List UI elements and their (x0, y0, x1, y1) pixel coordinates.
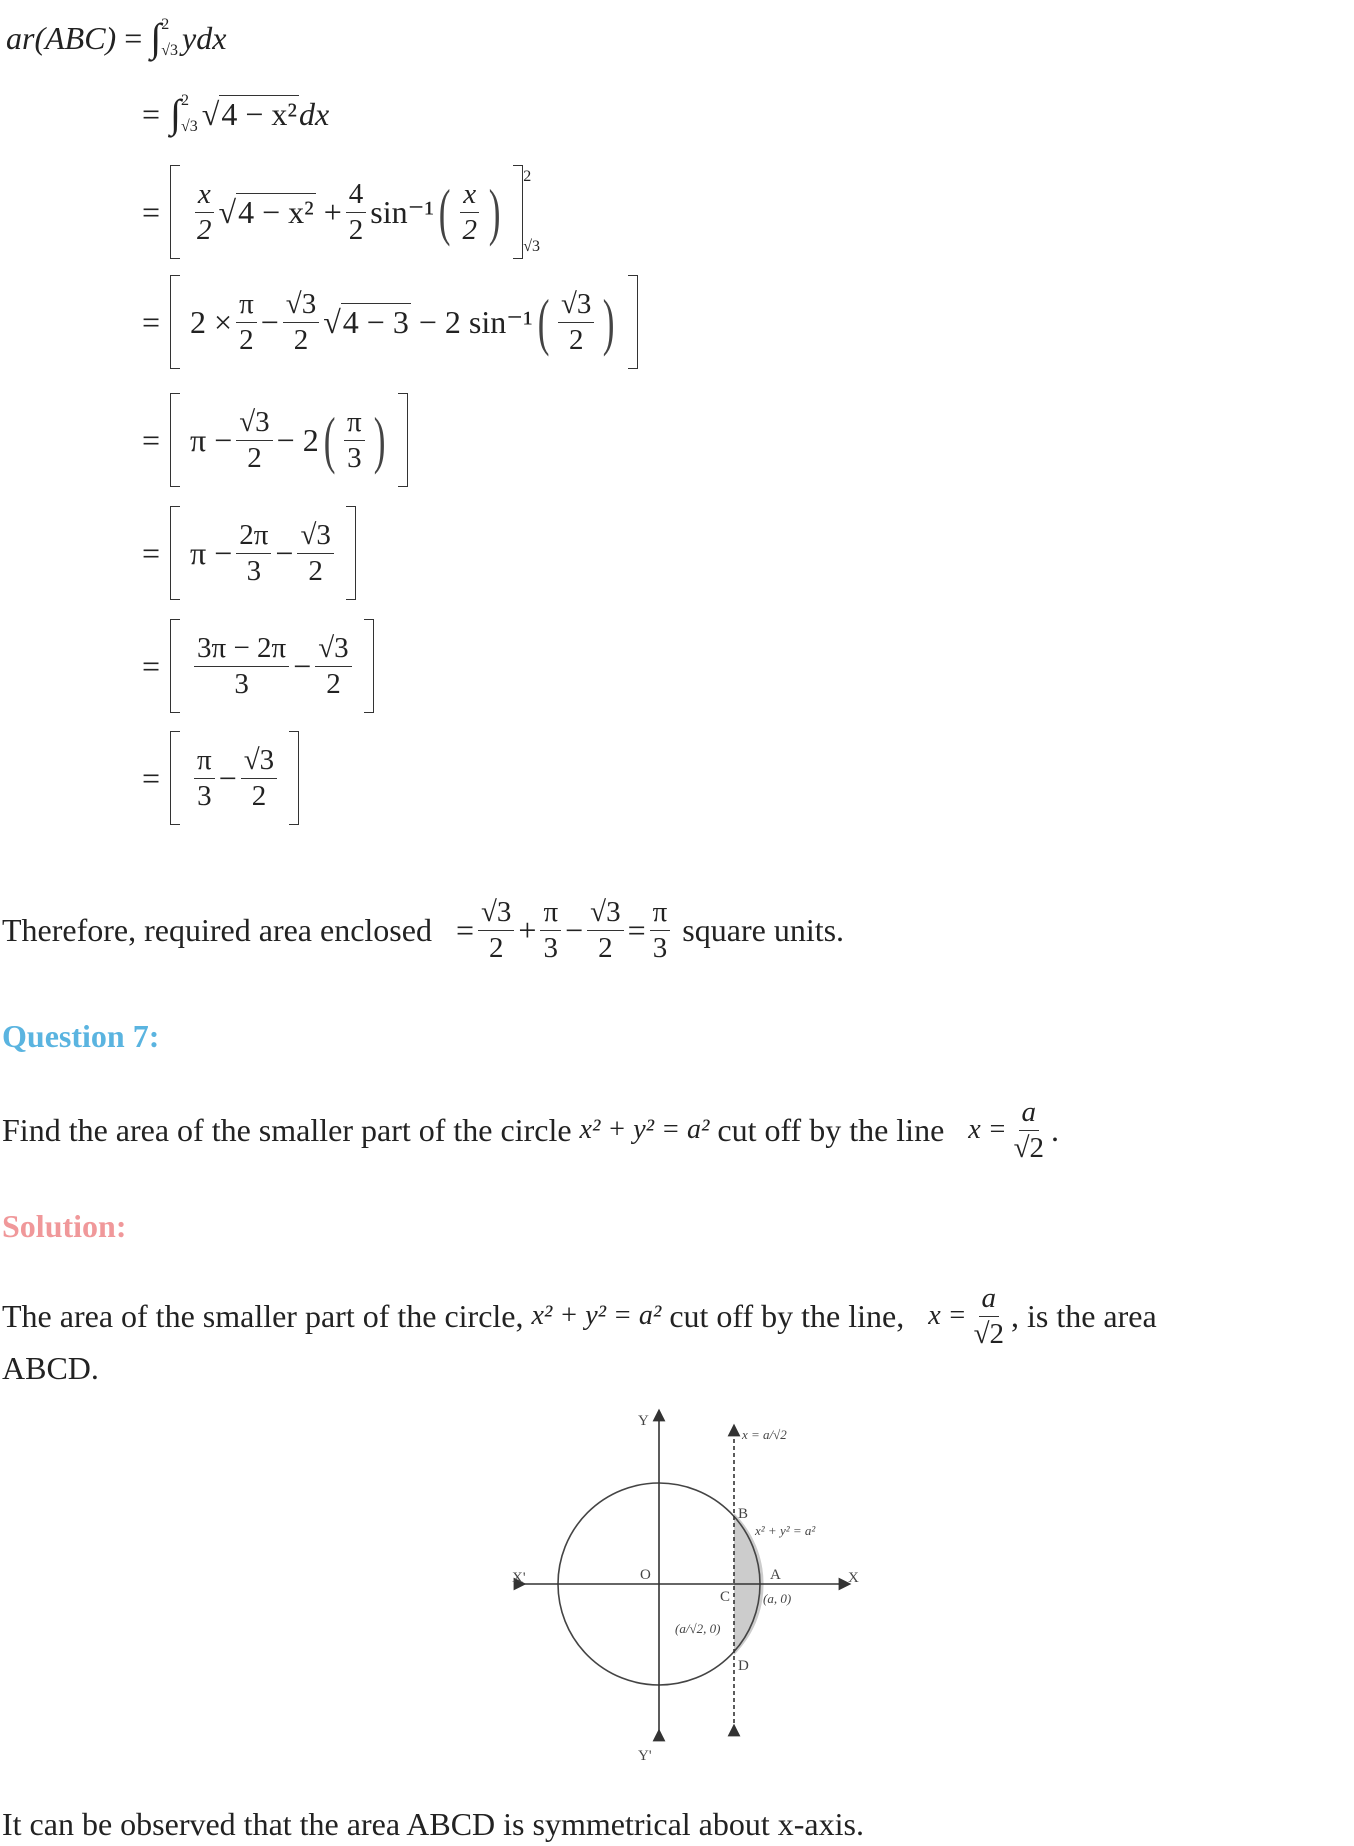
line-lhs: x = (928, 1300, 967, 1331)
minus: − (293, 647, 312, 684)
paren: ) (603, 286, 615, 357)
fraction (283, 287, 319, 358)
left-bracket (170, 506, 180, 600)
fraction (236, 405, 272, 476)
label-a: A (770, 1567, 781, 1583)
fraction (236, 518, 271, 589)
fraction (558, 287, 594, 358)
denominator: 3 (234, 667, 249, 700)
equals: = (124, 19, 143, 56)
denominator: √2 (973, 1317, 1004, 1350)
denominator: 2 (308, 554, 323, 587)
fraction (194, 631, 289, 702)
text: Therefore, required area enclosed (2, 911, 432, 948)
paren: ( (438, 176, 451, 247)
numerator: a (979, 1281, 1000, 1317)
limits (181, 88, 198, 139)
numerator: π (540, 895, 561, 931)
right-bracket (628, 275, 638, 369)
numerator: √3 (297, 518, 333, 554)
fraction (236, 287, 257, 358)
math-line-4: = 2 × $\frac{\pi}{2}$ − $\frac{√3}{2}$ √ 4 − 3 − 2 sin⁻¹ ( $\frac{√3}{2}$ ) (142, 272, 638, 372)
lower-limit: √3 (181, 118, 198, 135)
label-line: x = a/√2 (742, 1427, 787, 1442)
text: cut off by the line (717, 1111, 945, 1148)
denominator: 3 (543, 931, 559, 964)
term: − 2 (276, 421, 319, 458)
numerator: √3 (283, 287, 319, 323)
term: π − (190, 421, 233, 458)
text: , is the area (1010, 1297, 1157, 1334)
units: square units. (682, 911, 845, 948)
numerator: √3 (587, 895, 623, 931)
closing-text: It can be observed that the area ABCD is symmetrical about x-axis. (2, 1806, 864, 1842)
math-line-8 (142, 730, 299, 826)
fraction (478, 895, 514, 966)
denominator: 2 (462, 213, 477, 246)
fraction (344, 405, 365, 476)
right-bracket (346, 506, 356, 600)
denominator: 2 (326, 667, 341, 700)
fraction (297, 518, 333, 589)
numerator: √3 (478, 895, 514, 931)
radicand: 4 − 3 (342, 304, 409, 340)
math-line-1 (6, 10, 226, 66)
paren: ) (488, 176, 501, 247)
minus: − (275, 534, 294, 571)
text: Find the area of the smaller part of the circle (2, 1111, 572, 1148)
conclusion-line (2, 880, 844, 980)
denominator: 3 (246, 554, 262, 587)
label-x: X (848, 1570, 859, 1586)
denominator: √2 (1013, 1131, 1045, 1164)
paren: ) (373, 404, 386, 475)
math-line-2: = ∫ 2 √3 √ 4 − x² dx (142, 86, 329, 142)
limits (523, 164, 540, 260)
denominator: 3 (197, 779, 212, 812)
lower-limit: √3 (523, 238, 541, 256)
numerator: a (1019, 1095, 1040, 1131)
equals: = (142, 534, 161, 571)
numerator: π (236, 287, 257, 323)
paren: ( (323, 404, 336, 475)
numerator: x (460, 177, 479, 213)
plus: + (518, 911, 537, 948)
plus: + (323, 193, 342, 230)
upper-limit: 2 (161, 16, 170, 34)
minus: − (260, 303, 279, 340)
upper-limit: 2 (523, 168, 532, 185)
numerator: 4 (346, 177, 367, 213)
label-circle: x² + y² = a² (755, 1523, 816, 1538)
circle-equation: x² + y² = a² (579, 1114, 710, 1145)
equals: = (455, 911, 474, 948)
right-bracket (513, 165, 523, 259)
label-b: B (738, 1506, 749, 1522)
numerator: 2π (236, 518, 271, 554)
minus: − (565, 911, 584, 948)
circle-equation: x² + y² = a² (531, 1300, 662, 1331)
question-heading: Question 7: (2, 1018, 160, 1054)
right-bracket (289, 731, 299, 825)
upper-limit: 2 (181, 92, 190, 110)
equals: = (142, 421, 161, 458)
right-bracket (364, 619, 374, 713)
denominator: 2 (598, 931, 613, 964)
numerator: π (194, 743, 215, 779)
numerator: √3 (558, 287, 594, 323)
equals: = (142, 647, 161, 684)
limits (161, 12, 178, 63)
integral-sign: ∫ (170, 91, 182, 136)
lhs: ar(ABC) (6, 19, 117, 56)
left-bracket (170, 393, 180, 487)
fraction (315, 631, 351, 702)
minus: − (218, 759, 237, 796)
fraction (971, 1281, 1007, 1352)
equals: = (142, 303, 161, 340)
denominator: 2 (348, 213, 364, 246)
label-x-prime: X' (512, 1570, 526, 1586)
integrand: ydx (182, 19, 227, 56)
fraction (346, 177, 367, 248)
numerator: √3 (236, 405, 272, 441)
term: π − (190, 534, 233, 571)
left-bracket (170, 165, 180, 259)
text: cut off by the line, (669, 1297, 905, 1334)
label-o: O (640, 1567, 651, 1583)
left-bracket (170, 619, 180, 713)
arcsin: sin⁻¹ (370, 194, 435, 230)
lower-limit: √3 (161, 42, 178, 59)
left-bracket (170, 731, 180, 825)
paren: ( (537, 286, 550, 357)
denominator: 2 (197, 213, 212, 246)
solution-text (2, 1266, 1157, 1366)
numerator: π (650, 895, 671, 931)
denominator: 2 (247, 441, 262, 474)
equals: = (142, 759, 161, 796)
radicand: 4 − x² (221, 96, 297, 132)
math-line-5 (142, 392, 408, 488)
math-line-3: = $\frac{x}{2}$ √ 4 − x² + $\frac{4}{2}$ sin⁻¹ ( $\frac{x}{2}$ ) 2 √3 (142, 164, 544, 260)
fraction (459, 177, 480, 248)
denominator: 3 (347, 441, 362, 474)
equals: = (142, 95, 161, 132)
fraction (540, 895, 561, 966)
fraction (650, 895, 671, 966)
denominator: 2 (239, 323, 254, 356)
radicand: 4 − x² (238, 194, 314, 230)
term: 2 × (190, 303, 233, 340)
solution-text-cont: ABCD. (2, 1350, 99, 1386)
dx: dx (299, 95, 330, 132)
denominator: 2 (251, 779, 267, 812)
text: The area of the smaller part of the circle, (2, 1297, 524, 1334)
denominator: 2 (568, 323, 584, 356)
period: . (1051, 1111, 1060, 1148)
label-c-coord: (a/√2, 0) (675, 1621, 721, 1636)
circle-diagram (480, 1395, 870, 1765)
left-bracket (170, 275, 180, 369)
line-lhs: x = (968, 1114, 1007, 1145)
label-y-prime: Y' (638, 1748, 652, 1764)
fraction (587, 895, 623, 966)
label-y: Y (638, 1413, 649, 1429)
denominator: 2 (488, 931, 504, 964)
equals: = (627, 911, 646, 948)
fraction (1011, 1095, 1047, 1166)
label-a-coord: (a, 0) (763, 1591, 792, 1606)
label-d: D (738, 1658, 749, 1674)
numerator: 3π − 2π (194, 631, 289, 667)
integral-sign: ∫ (150, 15, 162, 60)
denominator: 3 (652, 931, 668, 964)
numerator: π (344, 405, 365, 441)
numerator: √3 (315, 631, 351, 667)
term: − 2 sin⁻¹ (418, 304, 533, 340)
math-line-6 (142, 505, 356, 601)
question-text (2, 1080, 1059, 1180)
numerator: √3 (241, 743, 277, 779)
numerator: x (195, 177, 214, 213)
equals: = (142, 193, 161, 230)
denominator: 2 (293, 323, 309, 356)
label-c: C (720, 1589, 731, 1605)
math-line-7 (142, 618, 374, 714)
solution-heading: Solution: (2, 1208, 127, 1244)
right-bracket (398, 393, 408, 487)
fraction (194, 743, 215, 814)
fraction (241, 743, 277, 814)
fraction (194, 177, 215, 248)
